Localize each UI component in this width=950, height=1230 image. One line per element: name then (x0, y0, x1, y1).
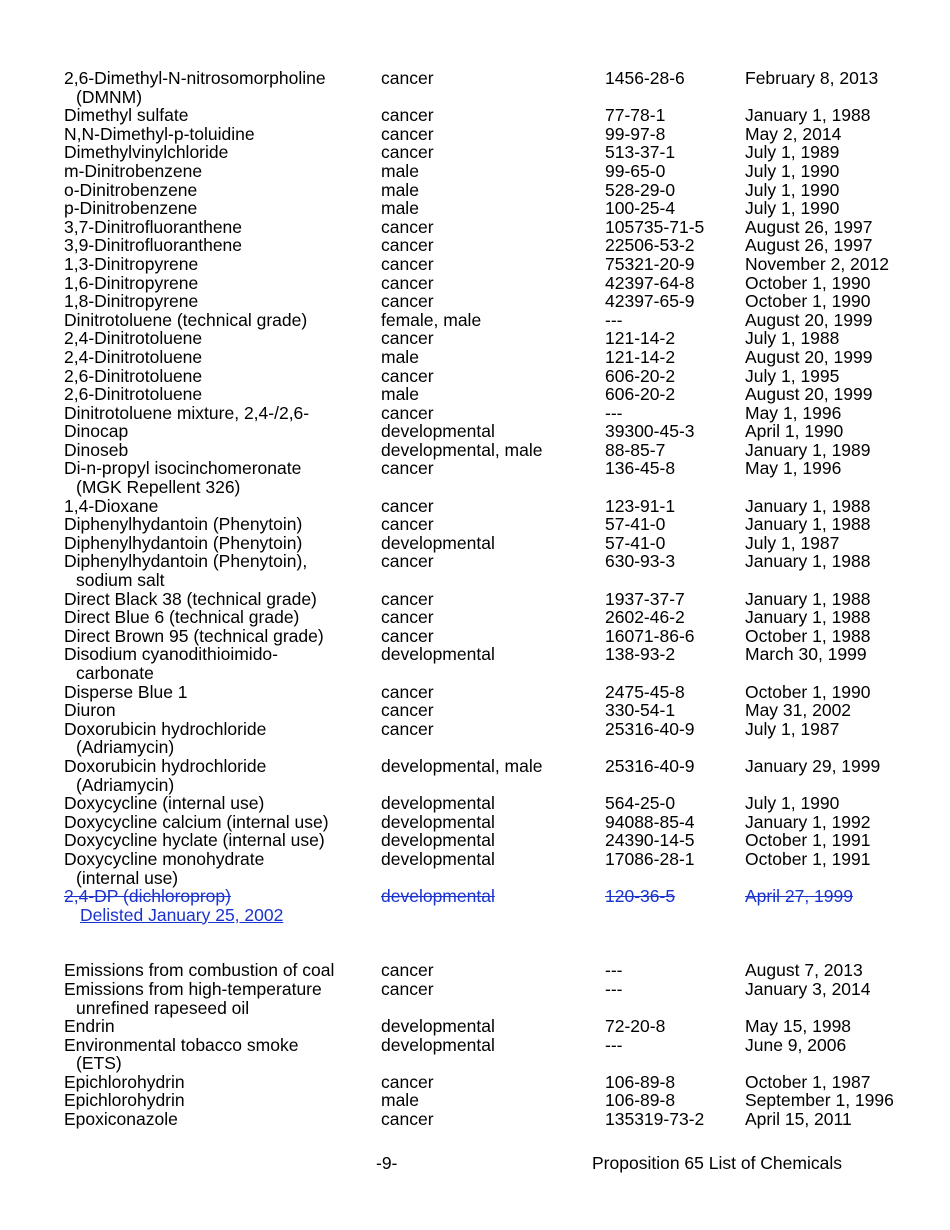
toxicity-type-cell: developmental (381, 848, 495, 869)
cas-number-cell: 39300-45-3 (605, 421, 695, 442)
chemical-name: 1,8-Dinitropyrene (64, 291, 199, 312)
table-row (64, 701, 924, 720)
table-row (64, 459, 924, 496)
chemical-name-cell (64, 831, 325, 850)
chemical-name: Dinitrotoluene (technical grade) (64, 309, 308, 330)
toxicity-type-cell: cancer (381, 960, 434, 981)
chemical-name-cell (64, 590, 317, 609)
table-row (64, 292, 924, 311)
chemical-table-section-1 (64, 69, 924, 887)
toxicity-type-cell: developmental, male (381, 439, 543, 460)
chemical-name: o-Dinitrobenzene (64, 179, 198, 200)
chemical-name: Doxycycline monohydrate (64, 848, 265, 869)
table-row (64, 162, 924, 181)
table-row (64, 255, 924, 274)
table-row (64, 311, 924, 330)
cas-number-cell: 106-89-8 (605, 1071, 676, 1092)
cas-number-cell: --- (605, 978, 623, 999)
chemical-name-cell (64, 385, 202, 404)
cas-number-cell: --- (605, 960, 623, 981)
chemical-name-cell (64, 329, 202, 348)
toxicity-type-cell: developmental (381, 421, 495, 442)
table-row (64, 497, 924, 516)
table-row (64, 980, 924, 1017)
chemical-name: Doxycycline (internal use) (64, 793, 265, 814)
table-row (64, 106, 924, 125)
cas-number-cell: 106-89-8 (605, 1090, 676, 1111)
table-row (64, 367, 924, 386)
chemical-name-cell (64, 348, 202, 367)
date-listed-cell: January 1, 1988 (745, 514, 871, 535)
cas-number-cell: 123-91-1 (605, 495, 676, 516)
chemical-name-cell (64, 850, 264, 887)
chemical-name-cell (64, 69, 326, 106)
cas-number-cell: 100-25-4 (605, 198, 676, 219)
date-listed-cell: June 9, 2006 (745, 1034, 847, 1055)
date-listed-cell: October 1, 1988 (745, 625, 871, 646)
table-row (64, 441, 924, 460)
delisted-chemical-name: 2,4-DP (dichloroprop) (64, 886, 231, 907)
cas-number-cell: --- (605, 1034, 623, 1055)
chemical-name: Direct Blue 6 (technical grade) (64, 607, 300, 628)
date-listed-cell: October 1, 1987 (745, 1071, 871, 1092)
table-row (64, 1110, 924, 1129)
chemical-name: Dimethyl sulfate (64, 105, 189, 126)
chemical-name: Environmental tobacco smoke (64, 1034, 299, 1055)
table-row (64, 1017, 924, 1036)
cas-number-cell: 606-20-2 (605, 384, 676, 405)
chemical-name: 2,6-Dimethyl-N-nitrosomorpholine (64, 68, 326, 88)
date-listed-cell: January 1, 1988 (745, 105, 871, 126)
date-listed-cell: August 7, 2013 (745, 960, 863, 981)
footer-title: Proposition 65 List of Chemicals (592, 1153, 842, 1173)
chemical-table-section-2 (64, 961, 924, 1128)
chemical-name-continued: (internal use) (76, 867, 179, 888)
chemical-name-cell (64, 162, 202, 181)
chemical-name-cell (64, 404, 309, 423)
chemical-name-cell (64, 1110, 178, 1129)
table-row (64, 69, 924, 106)
date-listed-cell: October 1, 1990 (745, 681, 871, 702)
toxicity-type-cell: developmental (381, 532, 495, 553)
cas-number-cell: 121-14-2 (605, 328, 676, 349)
cas-number-cell: --- (605, 402, 623, 423)
chemical-name-continued: (MGK Repellent 326) (76, 477, 241, 498)
date-listed-cell: January 1, 1992 (745, 811, 871, 832)
table-row (64, 329, 924, 348)
chemical-name-cell (64, 980, 322, 1017)
toxicity-type-cell: cancer (381, 551, 434, 572)
chemical-name: 2,4-Dinitrotoluene (64, 346, 203, 367)
chemical-name-continued: carbonate (76, 663, 154, 683)
chemical-name-cell (64, 255, 198, 274)
toxicity-type-cell: cancer (381, 514, 434, 535)
chemical-name: Endrin (64, 1016, 115, 1037)
chemical-name: N,N-Dimethyl-p-toluidine (64, 123, 255, 144)
cas-number-cell: 120-36-5 (605, 886, 676, 907)
chemical-name-cell (64, 274, 198, 293)
date-listed-cell: September 1, 1996 (745, 1090, 894, 1111)
date-listed-cell: May 31, 2002 (745, 700, 852, 721)
date-listed-cell: May 15, 1998 (745, 1016, 852, 1037)
toxicity-type-cell: cancer (381, 1071, 434, 1092)
chemical-name-cell (64, 813, 329, 832)
cas-number-cell: 630-93-3 (605, 551, 676, 572)
chemical-name: Direct Black 38 (technical grade) (64, 588, 317, 609)
date-listed-cell: January 1, 1988 (745, 588, 871, 609)
table-row (64, 1036, 924, 1073)
chemical-name: 1,3-Dinitropyrene (64, 253, 199, 274)
table-row (64, 831, 924, 850)
chemical-name-cell (64, 218, 242, 237)
cas-number-cell: 136-45-8 (605, 458, 676, 479)
table-row (64, 683, 924, 702)
toxicity-type-cell: cancer (381, 105, 434, 126)
date-listed-cell: October 1, 1990 (745, 291, 871, 312)
chemical-name: 3,9-Dinitrofluoranthene (64, 235, 243, 256)
chemical-name-continued: (Adriamycin) (76, 774, 175, 795)
chemical-name: Diphenylhydantoin (Phenytoin), (64, 551, 308, 572)
table-row (64, 181, 924, 200)
date-listed-cell: April 1, 1990 (745, 421, 844, 442)
chemical-name-cell (64, 645, 278, 682)
table-row (64, 590, 924, 609)
date-listed-cell: May 1, 1996 (745, 458, 842, 479)
chemical-name-cell (64, 497, 158, 516)
toxicity-type-cell: female, male (381, 309, 482, 330)
chemical-name-continued: (DMNM) (76, 86, 143, 107)
toxicity-type-cell: cancer (381, 291, 434, 312)
table-row (64, 552, 924, 589)
chemical-name-cell (64, 106, 189, 125)
table-row (64, 422, 924, 441)
table-row (64, 850, 924, 887)
toxicity-type-cell: developmental (381, 886, 495, 907)
cas-number-cell: 88-85-7 (605, 439, 666, 460)
chemical-name-cell (64, 887, 283, 924)
toxicity-type-cell: developmental (381, 1034, 495, 1055)
toxicity-type-cell: developmental (381, 830, 495, 851)
chemical-name-cell (64, 794, 264, 813)
chemical-name: Dinocap (64, 421, 129, 442)
chemical-name-cell (64, 143, 228, 162)
section-gap (64, 924, 924, 961)
chemical-name-cell (64, 683, 188, 702)
chemical-name-cell (64, 1073, 185, 1092)
cas-number-cell: 138-93-2 (605, 644, 676, 665)
chemical-name: Doxorubicin hydrochloride (64, 755, 267, 776)
toxicity-type-cell: cancer (381, 402, 434, 423)
date-listed-cell: August 26, 1997 (745, 235, 873, 256)
toxicity-type-cell: male (381, 346, 419, 367)
date-listed-cell: July 1, 1995 (745, 365, 840, 386)
chemical-name: 2,6-Dinitrotoluene (64, 365, 203, 386)
date-listed-cell: August 20, 1999 (745, 309, 873, 330)
cas-number-cell: 42397-64-8 (605, 272, 695, 293)
cas-number-cell: 57-41-0 (605, 532, 666, 553)
cas-number-cell: 22506-53-2 (605, 235, 695, 256)
toxicity-type-cell: cancer (381, 588, 434, 609)
table-row (64, 627, 924, 646)
toxicity-type-cell: cancer (381, 978, 434, 999)
table-row (64, 794, 924, 813)
chemical-name-cell (64, 627, 324, 646)
toxicity-type-cell: cancer (381, 681, 434, 702)
chemical-name-cell (64, 701, 116, 720)
chemical-name: Epichlorohydrin (64, 1090, 185, 1111)
chemical-name-cell (64, 292, 198, 311)
date-listed-cell: July 1, 1989 (745, 142, 840, 163)
date-listed-cell: August 20, 1999 (745, 346, 873, 367)
chemical-name: Doxorubicin hydrochloride (64, 718, 267, 739)
table-row (64, 813, 924, 832)
chemical-name: 3,7-Dinitrofluoranthene (64, 216, 243, 237)
chemical-name: 1,4-Dioxane (64, 495, 159, 516)
chemical-list (64, 69, 924, 1129)
toxicity-type-cell: cancer (381, 700, 434, 721)
table-row (64, 404, 924, 423)
date-listed-cell: February 8, 2013 (745, 68, 879, 88)
date-listed-cell: May 2, 2014 (745, 123, 842, 144)
chemical-name-cell (64, 552, 307, 589)
date-listed-cell: July 1, 1987 (745, 532, 840, 553)
toxicity-type-cell: male (381, 160, 419, 181)
date-listed-cell: August 26, 1997 (745, 216, 873, 237)
chemical-name: Direct Brown 95 (technical grade) (64, 625, 324, 646)
chemical-name: Diphenylhydantoin (Phenytoin) (64, 514, 303, 535)
chemical-name: Dimethylvinylchloride (64, 142, 229, 163)
table-row (64, 961, 924, 980)
chemical-name: Disodium cyanodithioimido- (64, 644, 278, 665)
chemical-name: Dinitrotoluene mixture, 2,4-/2,6- (64, 402, 310, 423)
chemical-name-cell (64, 1036, 298, 1073)
chemical-name: Doxycycline calcium (internal use) (64, 811, 329, 832)
chemical-name-cell (64, 608, 299, 627)
toxicity-type-cell: cancer (381, 328, 434, 349)
chemical-name-cell (64, 961, 334, 980)
table-row (64, 218, 924, 237)
table-row (64, 534, 924, 553)
date-listed-cell: November 2, 2012 (745, 253, 889, 274)
chemical-name: Diphenylhydantoin (Phenytoin) (64, 532, 303, 553)
cas-number-cell: 1937-37-7 (605, 588, 685, 609)
chemical-name: p-Dinitrobenzene (64, 198, 198, 219)
cas-number-cell: 16071-86-6 (605, 625, 695, 646)
cas-number-cell: 99-65-0 (605, 160, 666, 181)
toxicity-type-cell: developmental (381, 644, 495, 665)
chemical-name-cell (64, 125, 255, 144)
toxicity-type-cell: male (381, 198, 419, 219)
table-row (64, 385, 924, 404)
toxicity-type-cell: cancer (381, 607, 434, 628)
chemical-name-continued: (Adriamycin) (76, 737, 175, 758)
chemical-name: Doxycycline hyclate (internal use) (64, 830, 325, 851)
date-listed-cell: August 20, 1999 (745, 384, 873, 405)
toxicity-type-cell: developmental (381, 1016, 495, 1037)
page-number: -9- (376, 1153, 398, 1173)
chemical-name-cell (64, 311, 307, 330)
cas-number-cell: 57-41-0 (605, 514, 666, 535)
chemical-name: Epoxiconazole (64, 1109, 178, 1130)
toxicity-type-cell: cancer (381, 68, 434, 88)
table-row (64, 1091, 924, 1110)
chemical-name-cell (64, 441, 128, 460)
toxicity-type-cell: developmental (381, 811, 495, 832)
toxicity-type-cell: cancer (381, 365, 434, 386)
toxicity-type-cell: developmental, male (381, 755, 543, 776)
table-row (64, 645, 924, 682)
toxicity-type-cell: cancer (381, 1109, 434, 1130)
cas-number-cell: 17086-28-1 (605, 848, 695, 869)
chemical-name-cell (64, 534, 302, 553)
chemical-name-continued: sodium salt (76, 570, 165, 591)
chemical-name-cell (64, 181, 197, 200)
date-listed-cell: July 1, 1990 (745, 160, 840, 181)
chemical-name: Di-n-propyl isocinchomeronate (64, 458, 302, 479)
cas-number-cell: 513-37-1 (605, 142, 676, 163)
date-listed-cell: January 1, 1988 (745, 495, 871, 516)
cas-number-cell: 2602-46-2 (605, 607, 685, 628)
cas-number-cell: 42397-65-9 (605, 291, 695, 312)
cas-number-cell: 77-78-1 (605, 105, 666, 126)
chemical-name: Dinoseb (64, 439, 129, 460)
cas-number-cell: 25316-40-9 (605, 755, 695, 776)
cas-number-cell: 2475-45-8 (605, 681, 685, 702)
chemical-name-cell (64, 1017, 115, 1036)
table-row (64, 1073, 924, 1092)
cas-number-cell: 75321-20-9 (605, 253, 695, 274)
chemical-name-cell (64, 720, 266, 757)
delisted-note-link[interactable]: Delisted January 25, 2002 (80, 904, 284, 925)
cas-number-cell: 1456-28-6 (605, 68, 685, 88)
toxicity-type-cell: cancer (381, 216, 434, 237)
table-row (64, 199, 924, 218)
date-listed-cell: July 1, 1990 (745, 179, 840, 200)
cas-number-cell: 99-97-8 (605, 123, 666, 144)
chemical-name-cell (64, 422, 128, 441)
date-listed-cell: April 27, 1999 (745, 886, 853, 907)
toxicity-type-cell: cancer (381, 625, 434, 646)
table-row (64, 757, 924, 794)
toxicity-type-cell: cancer (381, 123, 434, 144)
delisted-row (64, 887, 924, 924)
toxicity-type-cell: cancer (381, 272, 434, 293)
chemical-name: Epichlorohydrin (64, 1071, 185, 1092)
table-row (64, 348, 924, 367)
date-listed-cell: July 1, 1987 (745, 718, 840, 739)
chemical-name-cell (64, 459, 301, 496)
table-row (64, 720, 924, 757)
chemical-name: Disperse Blue 1 (64, 681, 188, 702)
date-listed-cell: July 1, 1988 (745, 328, 840, 349)
date-listed-cell: October 1, 1991 (745, 848, 871, 869)
chemical-name-cell (64, 199, 197, 218)
cas-number-cell: 25316-40-9 (605, 718, 695, 739)
date-listed-cell: March 30, 1999 (745, 644, 867, 665)
chemical-name-cell (64, 1091, 185, 1110)
chemical-name-continued: (ETS) (76, 1053, 122, 1074)
chemical-name: Emissions from high-temperature (64, 978, 322, 999)
date-listed-cell: July 1, 1990 (745, 198, 840, 219)
table-row (64, 608, 924, 627)
cas-number-cell: 135319-73-2 (605, 1109, 705, 1130)
chemical-name: Diuron (64, 700, 116, 721)
cas-number-cell: 24390-14-5 (605, 830, 695, 851)
chemical-name-continued: unrefined rapeseed oil (76, 997, 250, 1018)
chemical-name-cell (64, 367, 202, 386)
toxicity-type-cell: cancer (381, 253, 434, 274)
chemical-name-cell (64, 757, 266, 794)
toxicity-type-cell: cancer (381, 142, 434, 163)
toxicity-type-cell: cancer (381, 495, 434, 516)
cas-number-cell: 330-54-1 (605, 700, 676, 721)
date-listed-cell: July 1, 1990 (745, 793, 840, 814)
toxicity-type-cell: developmental (381, 793, 495, 814)
toxicity-type-cell: cancer (381, 235, 434, 256)
toxicity-type-cell: male (381, 179, 419, 200)
chemical-name: m-Dinitrobenzene (64, 160, 203, 181)
cas-number-cell: 72-20-8 (605, 1016, 666, 1037)
chemical-name: 2,6-Dinitrotoluene (64, 384, 203, 405)
date-listed-cell: January 1, 1988 (745, 551, 871, 572)
chemical-name: 2,4-Dinitrotoluene (64, 328, 203, 349)
chemical-name-cell (64, 515, 302, 534)
date-listed-cell: January 1, 1988 (745, 607, 871, 628)
table-row (64, 274, 924, 293)
date-listed-cell: April 15, 2011 (745, 1109, 852, 1130)
cas-number-cell: 528-29-0 (605, 179, 676, 200)
cas-number-cell: 564-25-0 (605, 793, 676, 814)
cas-number-cell: 94088-85-4 (605, 811, 695, 832)
table-row (64, 515, 924, 534)
date-listed-cell: January 1, 1989 (745, 439, 871, 460)
date-listed-cell: January 3, 2014 (745, 978, 871, 999)
cas-number-cell: 121-14-2 (605, 346, 676, 367)
table-row (64, 236, 924, 255)
toxicity-type-cell: cancer (381, 458, 434, 479)
cas-number-cell: --- (605, 309, 623, 330)
table-row (64, 143, 924, 162)
date-listed-cell: October 1, 1990 (745, 272, 871, 293)
cas-number-cell: 606-20-2 (605, 365, 676, 386)
date-listed-cell: May 1, 1996 (745, 402, 842, 423)
chemical-name: 1,6-Dinitropyrene (64, 272, 199, 293)
chemical-name: Emissions from combustion of coal (64, 960, 335, 981)
cas-number-cell: 105735-71-5 (605, 216, 705, 237)
date-listed-cell: October 1, 1991 (745, 830, 871, 851)
date-listed-cell: January 29, 1999 (745, 755, 881, 776)
chemical-name-cell (64, 236, 242, 255)
toxicity-type-cell: male (381, 1090, 419, 1111)
toxicity-type-cell: male (381, 384, 419, 405)
toxicity-type-cell: cancer (381, 718, 434, 739)
table-row (64, 125, 924, 144)
